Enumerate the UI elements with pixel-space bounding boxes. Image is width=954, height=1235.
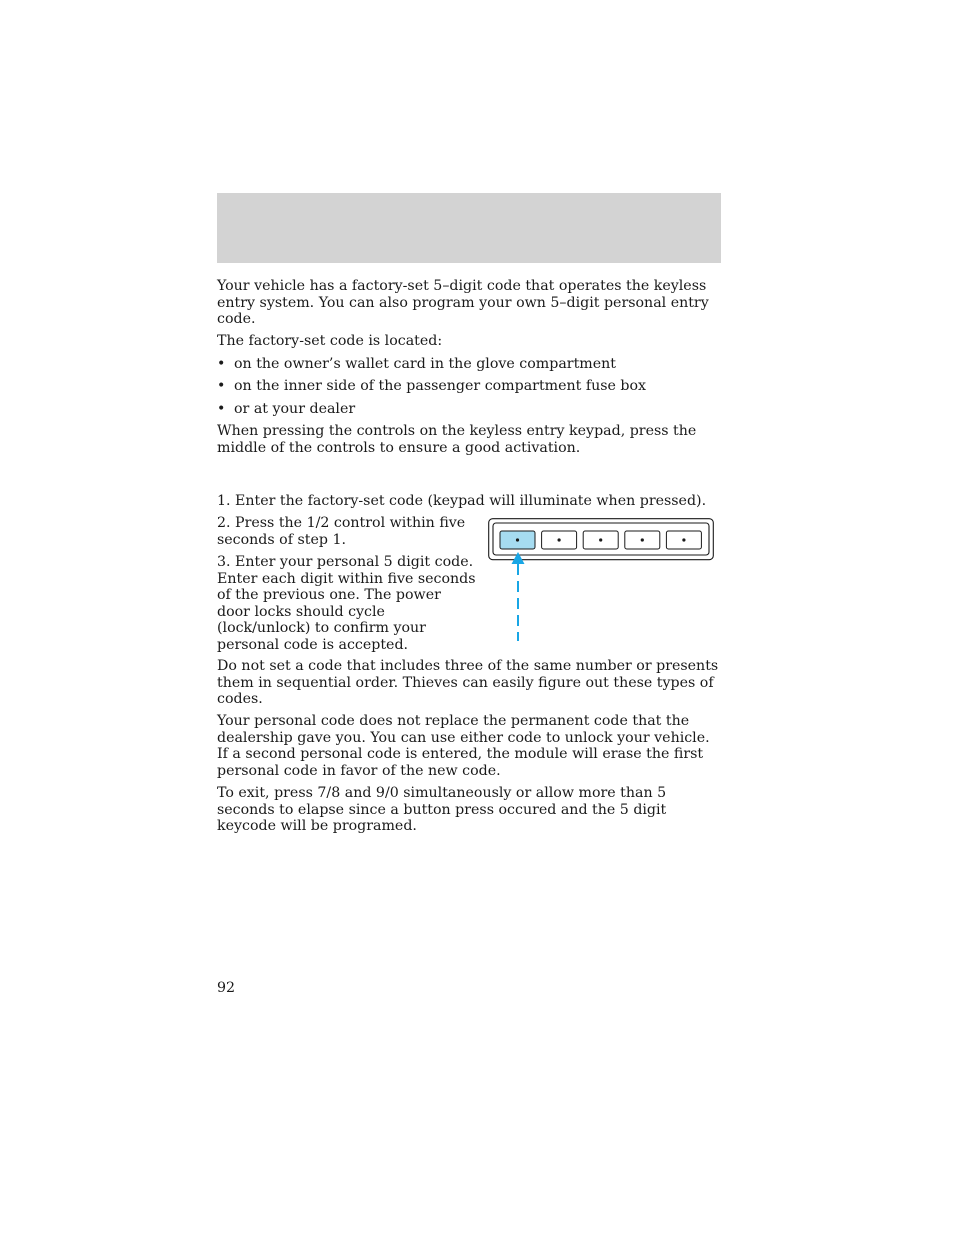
bullet-icon: • bbox=[217, 356, 226, 372]
bullet-icon: • bbox=[217, 378, 226, 394]
bullet-label: on the inner side of the passenger compartment fuse box bbox=[234, 378, 647, 394]
code-location-heading: The factory-set code is located: bbox=[217, 333, 443, 349]
intro-paragraph: Your vehicle has a factory-set 5–digit code that operates the keyless entry system. You can also program your own 5–digit personal entry code. bbox=[217, 278, 709, 328]
keypad-button-dot-icon bbox=[599, 538, 602, 541]
keypad-button-dot-icon bbox=[641, 538, 644, 541]
keypad-illustration bbox=[488, 518, 714, 642]
personal-code-note: Your personal code does not replace the permanent code that the dealership gave you. You can use either code to unlock your vehicle. If a second personal code is entered, the module will erase the first personal code in favor of the new code. bbox=[217, 713, 710, 779]
keypad-button-dot-icon bbox=[682, 538, 685, 541]
bullet-label: or at your dealer bbox=[234, 401, 356, 417]
step-2: 2. Press the 1/2 control within five seconds of step 1. bbox=[217, 515, 466, 548]
keypad-button-dot-icon bbox=[516, 538, 519, 541]
activation-note: When pressing the controls on the keyless entry keypad, press the middle of the controls to ensure a good activation. bbox=[217, 423, 697, 456]
bullet-item bbox=[217, 401, 722, 418]
bullet-item bbox=[217, 378, 722, 395]
exit-instruction: To exit, press 7/8 and 9/0 simultaneously or allow more than 5 seconds to elapse since a button press occured and the 5 digit keycode will be programed. bbox=[217, 785, 667, 835]
section-header-band bbox=[217, 193, 721, 263]
keypad-buttons bbox=[500, 531, 701, 549]
keypad-button-dot-icon bbox=[558, 538, 561, 541]
step-3: 3. Enter your personal 5 digit code. Enter each digit within five seconds of the previous one. The power door locks should cycle (lock/unlock) to confirm your personal code is accepted. bbox=[217, 554, 476, 653]
code-warning-note: Do not set a code that includes three of the same number or presents them in sequential order. Thieves can easily figure out these types of codes. bbox=[217, 658, 719, 708]
bullet-icon: • bbox=[217, 401, 226, 417]
step-1: 1. Enter the factory-set code (keypad will illuminate when pressed). bbox=[217, 493, 707, 509]
page-number: 92 bbox=[217, 980, 236, 996]
bullet-label: on the owner’s wallet card in the glove compartment bbox=[234, 356, 616, 372]
bullet-item bbox=[217, 356, 722, 373]
